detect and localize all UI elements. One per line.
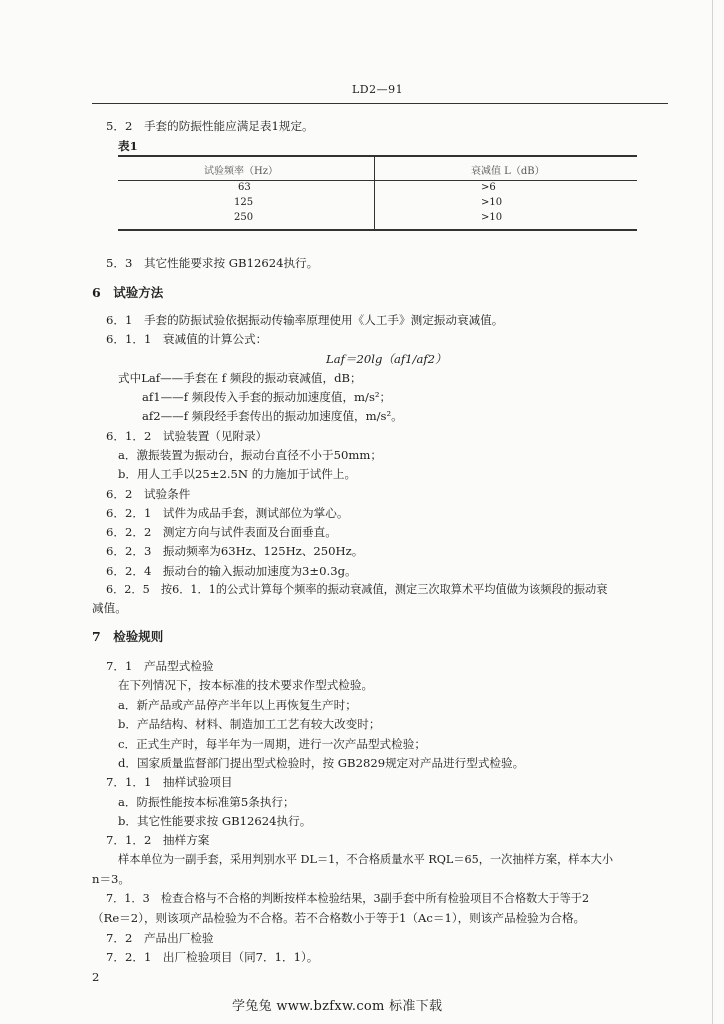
table-cell-freq: 250 bbox=[234, 212, 254, 223]
table-header-frequency: 试验频率（Hz） bbox=[204, 166, 278, 177]
clause-7-1-2-text: 样本单位为一副手套，采用判别水平 DL＝1，不合格质量水平 RQL＝65，一次抽样方案，样本大小 bbox=[118, 853, 614, 866]
clause-6-2-5: 6．2．5 按6．1．1的公式计算每个频率的振动衰减值，测定三次取算术平均值做为该频段的振动衰 bbox=[106, 583, 608, 596]
document-code: LD2—91 bbox=[352, 83, 404, 96]
clause-7-1-2: 7．1．2 抽样方案 bbox=[106, 833, 210, 847]
scan-edge-line bbox=[712, 0, 713, 1024]
attenuation-formula: Laf＝20lg（af1/af2） bbox=[326, 352, 447, 366]
table-top-rule bbox=[118, 155, 637, 157]
table-cell-value: >10 bbox=[481, 197, 503, 208]
table-header-attenuation: 衰减值 L（dB） bbox=[471, 166, 545, 177]
formula-definition-af2: af2——f 频段经手套传出的振动加速度值，m/s²。 bbox=[142, 409, 403, 423]
footer-watermark: 学兔兔 www.bzfxw.com 标准下载 bbox=[232, 999, 443, 1014]
clause-7-1-3: 7．1．3 检查合格与不合格的判断按样本检验结果，3副手套中所有检验项目不合格数大于等于2 bbox=[106, 892, 590, 905]
formula-definition-af1: af1——f 频段传入手套的振动加速度值，m/s²； bbox=[142, 390, 392, 404]
section-6-title: 6 试验方法 bbox=[92, 285, 164, 300]
clause-6-2: 6．2 试验条件 bbox=[106, 487, 191, 501]
clause-6-2-1: 6．2．1 试件为成品手套，测试部位为掌心。 bbox=[106, 506, 349, 520]
clause-7-1-a: a．新产品或产品停产半年以上再恢复生产时； bbox=[118, 698, 357, 712]
clause-6-1: 6．1 手套的防振试验依据振动传输率原理使用《人工手》测定振动衰减值。 bbox=[106, 313, 504, 327]
clause-7-1-intro: 在下列情况下，按本标准的技术要求作型式检验。 bbox=[118, 678, 374, 692]
clause-7-1-b: b．产品结构、材料、制造加工工艺有较大改变时； bbox=[118, 717, 381, 731]
clause-6-2-4: 6．2．4 振动台的输入振动加速度为3±0.3g。 bbox=[106, 564, 357, 578]
table-header-rule bbox=[118, 180, 637, 181]
table-column-divider bbox=[374, 156, 375, 229]
clause-7-1-d: d．国家质量监督部门提出型式检验时，按 GB2829规定对产品进行型式检验。 bbox=[118, 756, 525, 770]
section-7-title: 7 检验规则 bbox=[92, 629, 164, 644]
table-cell-freq: 63 bbox=[238, 182, 251, 193]
clause-7-1-1: 7．1．1 抽样试验项目 bbox=[106, 775, 233, 789]
table-cell-value: >10 bbox=[481, 212, 503, 223]
clause-6-1-2-a: a．激振装置为振动台，振动台直径不小于50mm； bbox=[118, 448, 382, 462]
page-number: 2 bbox=[92, 970, 100, 984]
table-bottom-rule bbox=[118, 229, 637, 231]
clause-7-1-1-a: a．防振性能按本标准第5条执行； bbox=[118, 795, 295, 809]
clause-6-1-1: 6．1．1 衰减值的计算公式： bbox=[106, 332, 268, 346]
clause-7-1-c: c．正式生产时，每半年为一周期，进行一次产品型式检验； bbox=[118, 737, 426, 751]
clause-6-2-2: 6．2．2 测定方向与试件表面及台面垂直。 bbox=[106, 525, 337, 539]
clause-6-1-2: 6．1．2 试验装置（见附录） bbox=[106, 429, 268, 443]
clause-7-1: 7．1 产品型式检验 bbox=[106, 659, 214, 673]
clause-7-1-2-continued: n＝3。 bbox=[92, 872, 131, 886]
clause-6-2-3: 6．2．3 振动频率为63Hz、125Hz、250Hz。 bbox=[106, 544, 364, 558]
clause-7-2: 7．2 产品出厂检验 bbox=[106, 931, 214, 945]
table-caption: 表1 bbox=[118, 139, 138, 153]
clause-5-3: 5．3 其它性能要求按 GB12624执行。 bbox=[106, 256, 319, 270]
clause-6-1-2-b: b．用人工手以25±2.5N 的力施加于试件上。 bbox=[118, 467, 357, 481]
clause-5-2: 5．2 手套的防振性能应满足表1规定。 bbox=[106, 119, 314, 133]
clause-7-1-1-b: b．其它性能要求按 GB12624执行。 bbox=[118, 814, 312, 828]
header-rule bbox=[92, 103, 668, 104]
clause-7-2-1: 7．2．1 出厂检验项目（同7．1．1）。 bbox=[106, 950, 319, 964]
table-cell-freq: 125 bbox=[234, 197, 254, 208]
formula-definition-laf: 式中Laf——手套在 f 频段的振动衰减值，dB； bbox=[118, 371, 362, 385]
clause-6-2-5-continued: 减值。 bbox=[92, 601, 127, 615]
table-cell-value: >6 bbox=[481, 182, 496, 193]
clause-7-1-3-continued: （Re＝2），则该项产品检验为不合格。若不合格数小于等于1（Ac＝1），则该产品检验为合格。 bbox=[92, 911, 586, 925]
